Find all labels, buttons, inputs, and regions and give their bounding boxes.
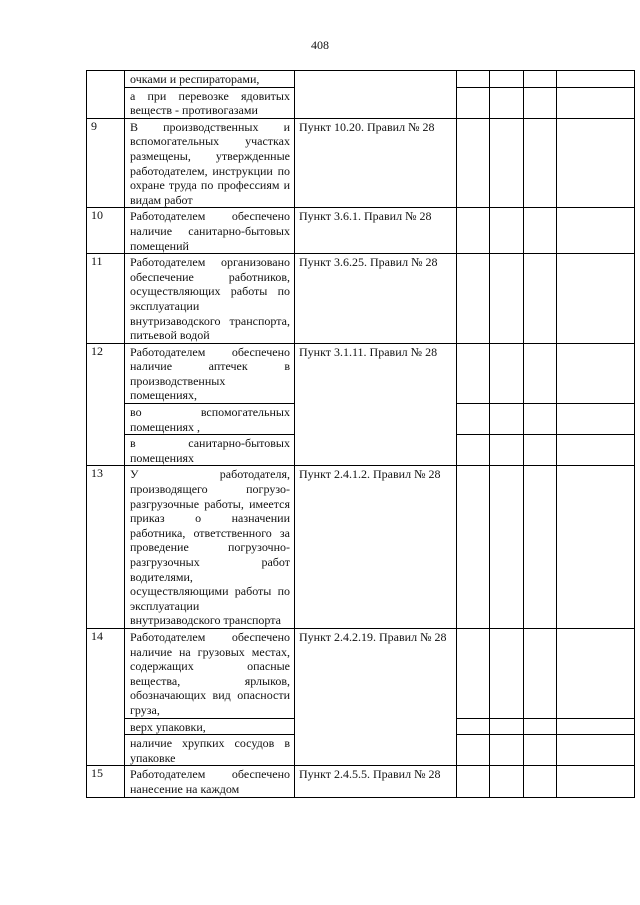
requirement-text: Работодателем обеспечено наличие аптечек в производственных помещениях, xyxy=(125,343,295,403)
row-number: 13 xyxy=(87,466,125,629)
note-cell[interactable] xyxy=(557,71,635,88)
answer-na-cell[interactable] xyxy=(524,87,557,118)
reference-text: Пункт 2.4.2.19. Правил № 28 xyxy=(295,628,457,765)
table-row xyxy=(87,208,635,254)
note-cell[interactable] xyxy=(557,718,635,735)
row-number xyxy=(87,71,125,119)
answer-yes-cell[interactable] xyxy=(457,435,490,466)
requirement-text: а при перевозке ядовитых веществ - противогазами xyxy=(125,87,295,118)
table-row xyxy=(87,71,635,88)
answer-no-cell[interactable] xyxy=(490,466,524,629)
answer-na-cell[interactable] xyxy=(524,71,557,88)
row-number: 10 xyxy=(87,208,125,254)
answer-yes-cell[interactable] xyxy=(457,343,490,403)
note-cell[interactable] xyxy=(557,87,635,118)
answer-na-cell[interactable] xyxy=(524,254,557,344)
note-cell[interactable] xyxy=(557,118,635,208)
answer-na-cell[interactable] xyxy=(524,435,557,466)
note-cell[interactable] xyxy=(557,466,635,629)
answer-yes-cell[interactable] xyxy=(457,87,490,118)
answer-no-cell[interactable] xyxy=(490,118,524,208)
answer-na-cell[interactable] xyxy=(524,735,557,766)
note-cell[interactable] xyxy=(557,435,635,466)
answer-na-cell[interactable] xyxy=(524,118,557,208)
answer-na-cell[interactable] xyxy=(524,718,557,735)
answer-na-cell[interactable] xyxy=(524,343,557,403)
row-number: 15 xyxy=(87,766,125,797)
answer-no-cell[interactable] xyxy=(490,343,524,403)
row-number: 14 xyxy=(87,628,125,765)
answer-no-cell[interactable] xyxy=(490,766,524,797)
answer-na-cell[interactable] xyxy=(524,628,557,718)
answer-yes-cell[interactable] xyxy=(457,118,490,208)
table-row xyxy=(87,254,635,344)
answer-yes-cell[interactable] xyxy=(457,208,490,254)
answer-yes-cell[interactable] xyxy=(457,404,490,435)
reference-text: Пункт 2.4.1.2. Правил № 28 xyxy=(295,466,457,629)
reference-text: Пункт 3.1.11. Правил № 28 xyxy=(295,343,457,466)
table-row xyxy=(87,466,635,629)
table-row xyxy=(87,118,635,208)
answer-no-cell[interactable] xyxy=(490,71,524,88)
table-row xyxy=(87,343,635,403)
reference-text: Пункт 3.6.25. Правил № 28 xyxy=(295,254,457,344)
requirement-text: Работодателем обеспечено наличие санитарно-бытовых помещений xyxy=(125,208,295,254)
note-cell[interactable] xyxy=(557,766,635,797)
answer-yes-cell[interactable] xyxy=(457,466,490,629)
requirement-text: верх упаковки, xyxy=(125,718,295,735)
requirement-text: очками и респираторами, xyxy=(125,71,295,88)
answer-yes-cell[interactable] xyxy=(457,71,490,88)
answer-no-cell[interactable] xyxy=(490,718,524,735)
answer-na-cell[interactable] xyxy=(524,466,557,629)
note-cell[interactable] xyxy=(557,208,635,254)
answer-yes-cell[interactable] xyxy=(457,735,490,766)
table-row xyxy=(87,628,635,718)
note-cell[interactable] xyxy=(557,254,635,344)
requirement-text: Работодателем обеспечено нанесение на каждом xyxy=(125,766,295,797)
answer-no-cell[interactable] xyxy=(490,254,524,344)
requirement-text: в санитарно-бытовых помещениях xyxy=(125,435,295,466)
answer-yes-cell[interactable] xyxy=(457,766,490,797)
requirement-text: во вспомогательных помещениях , xyxy=(125,404,295,435)
answer-na-cell[interactable] xyxy=(524,208,557,254)
row-number: 11 xyxy=(87,254,125,344)
answer-no-cell[interactable] xyxy=(490,735,524,766)
answer-no-cell[interactable] xyxy=(490,87,524,118)
note-cell[interactable] xyxy=(557,404,635,435)
answer-na-cell[interactable] xyxy=(524,404,557,435)
answer-na-cell[interactable] xyxy=(524,766,557,797)
page-number: 408 xyxy=(311,38,329,52)
reference-text: Пункт 3.6.1. Правил № 28 xyxy=(295,208,457,254)
answer-yes-cell[interactable] xyxy=(457,718,490,735)
reference-text xyxy=(295,71,457,119)
reference-text: Пункт 10.20. Правил № 28 xyxy=(295,118,457,208)
table-row xyxy=(87,766,635,797)
note-cell[interactable] xyxy=(557,628,635,718)
requirement-text: У работодателя, производящего погрузо-разгрузочные работы, имеется приказ о назначении работника, ответственного за проведение погрузочно-разгрузочных работ водителями, осуществляющими работы по эксплуатации внутризаводского транспорта xyxy=(125,466,295,629)
answer-yes-cell[interactable] xyxy=(457,254,490,344)
answer-no-cell[interactable] xyxy=(490,404,524,435)
requirement-text: В производственных и вспомогательных участках размещены, утвержденные работодателем, инструкции по охране труда по профессиям и видам работ xyxy=(125,118,295,208)
reference-text: Пункт 2.4.5.5. Правил № 28 xyxy=(295,766,457,797)
answer-no-cell[interactable] xyxy=(490,208,524,254)
row-number: 12 xyxy=(87,343,125,466)
requirement-text: Работодателем организовано обеспечение работников, осуществляющих работы по эксплуатации внутризаводского транспорта, питьевой водой xyxy=(125,254,295,344)
note-cell[interactable] xyxy=(557,343,635,403)
row-number: 9 xyxy=(87,118,125,208)
answer-no-cell[interactable] xyxy=(490,628,524,718)
note-cell[interactable] xyxy=(557,735,635,766)
answer-no-cell[interactable] xyxy=(490,435,524,466)
requirement-text: Работодателем обеспечено наличие на грузовых местах, содержащих опасные вещества, ярлыков, обозначающих вид опасности груза, xyxy=(125,628,295,718)
requirement-text: наличие хрупких сосудов в упаковке xyxy=(125,735,295,766)
answer-yes-cell[interactable] xyxy=(457,628,490,718)
checklist-table xyxy=(86,70,635,798)
